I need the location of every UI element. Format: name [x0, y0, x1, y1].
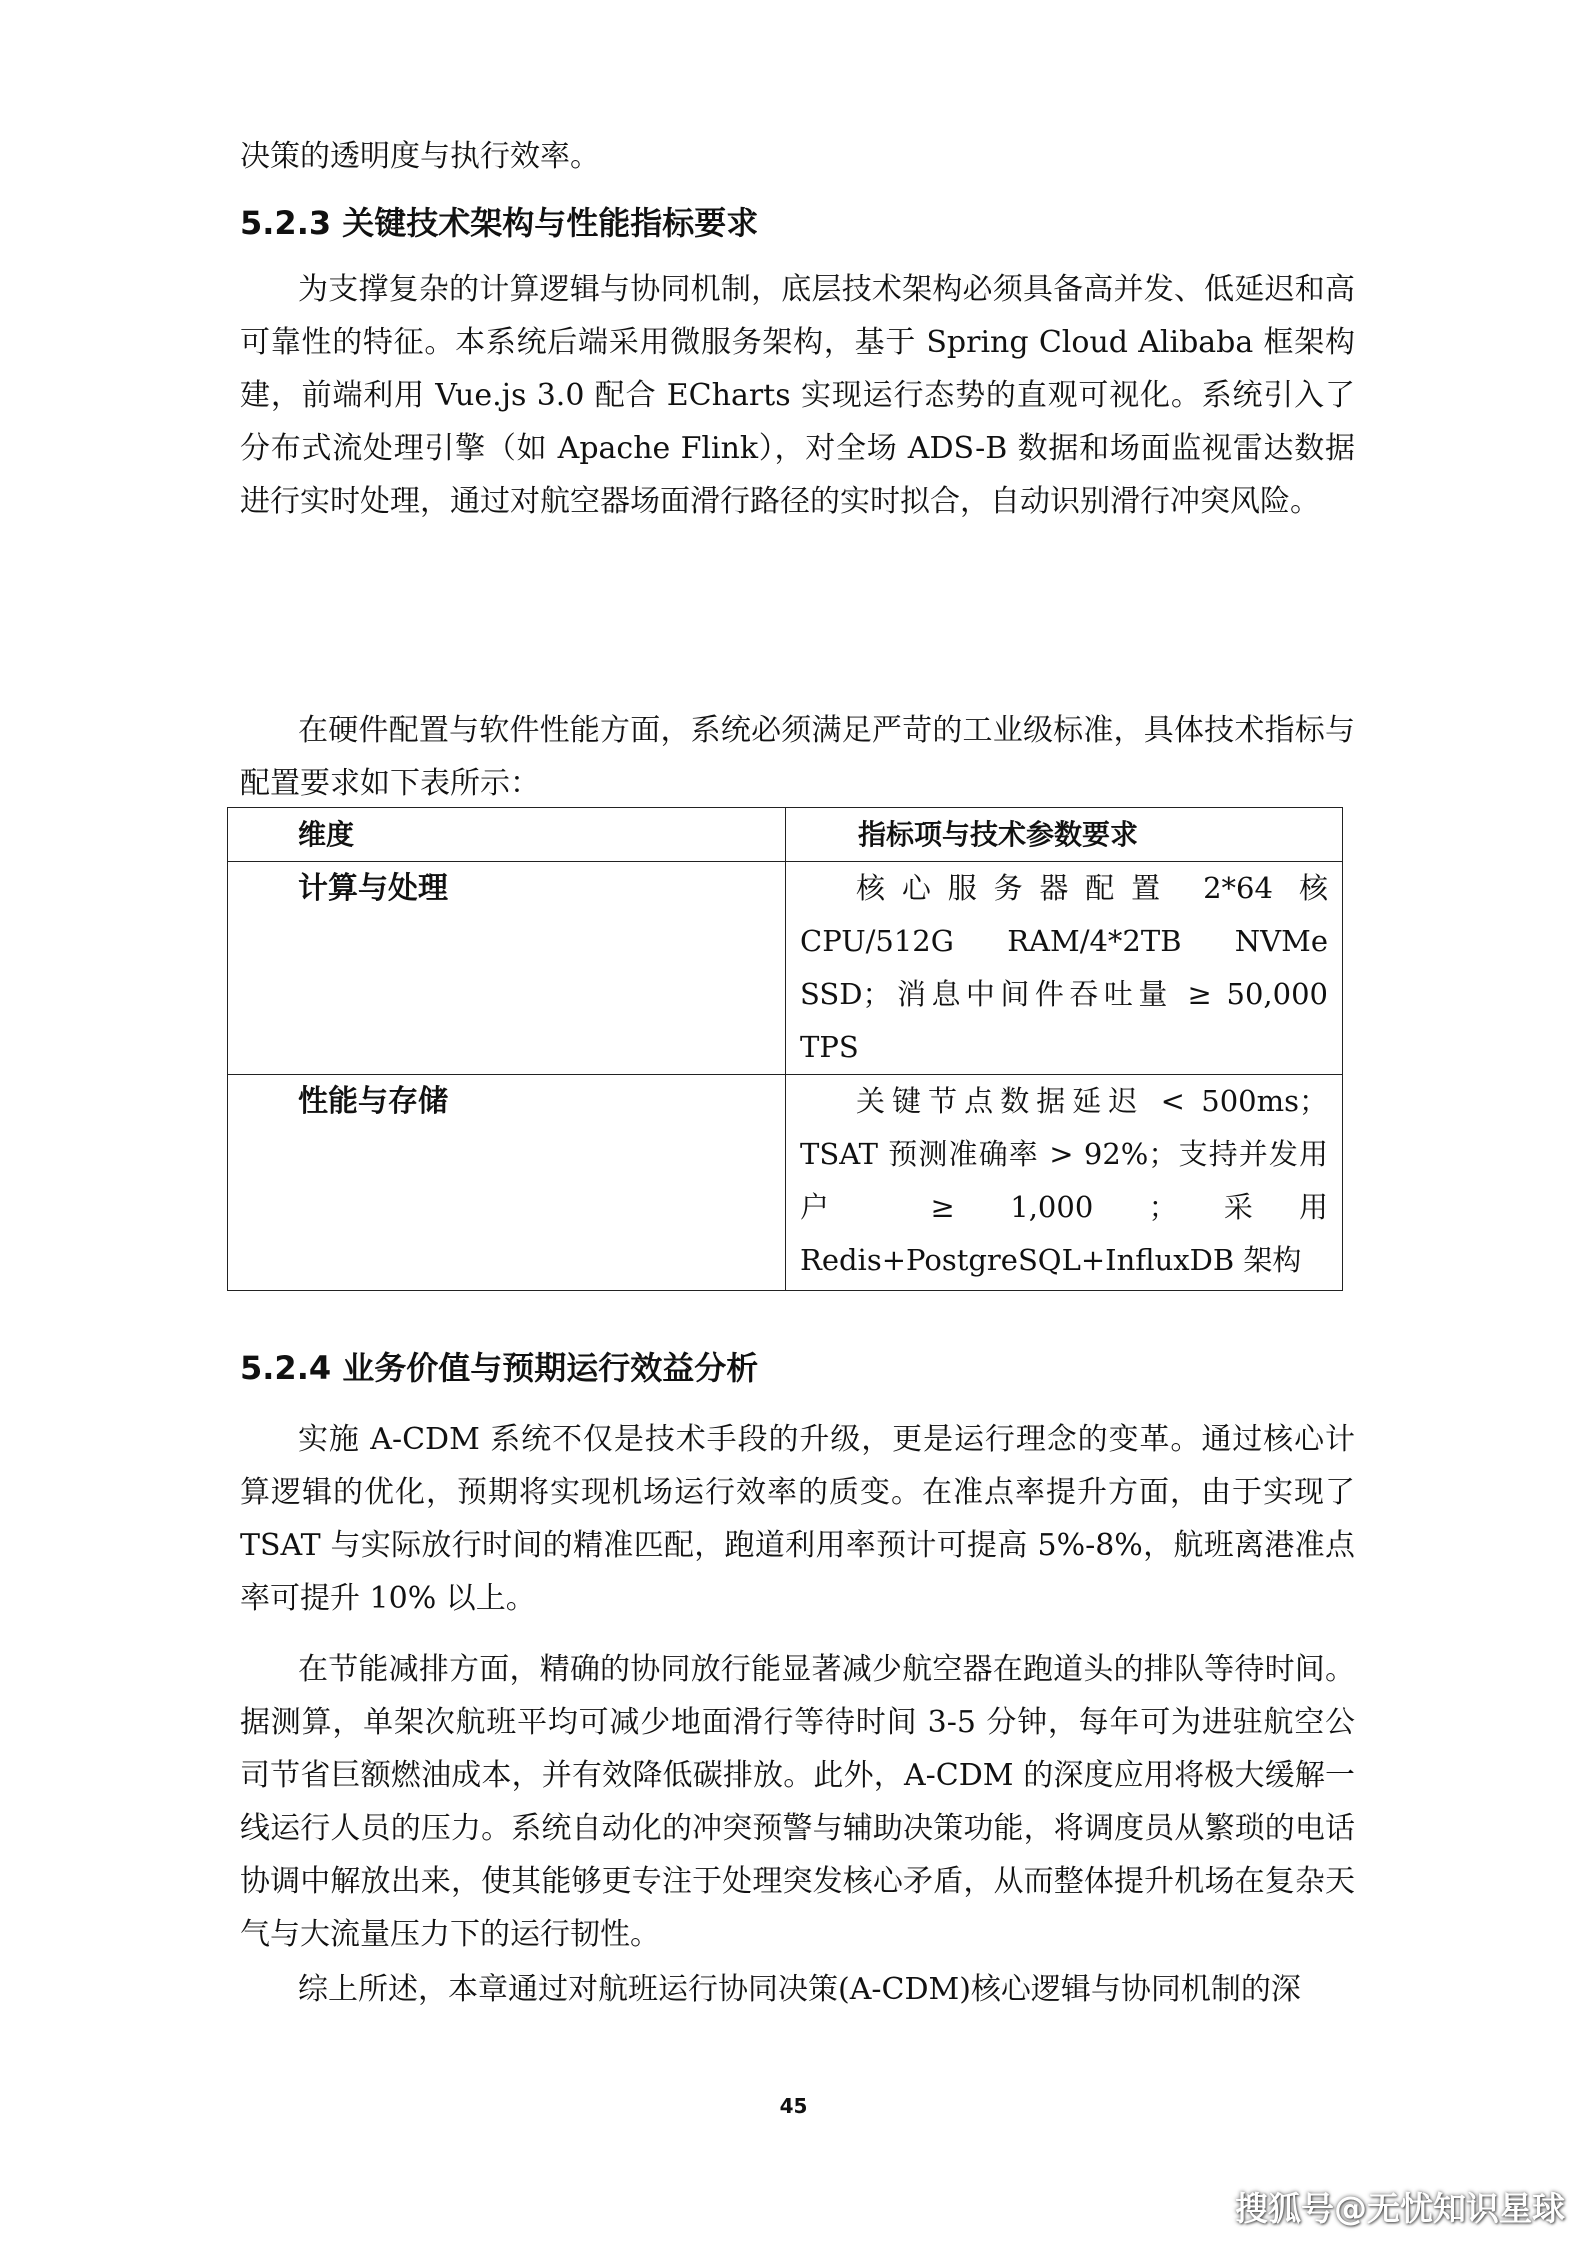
table-row [228, 1075, 1343, 1291]
paragraph-summary-start: 综上所述，本章通过对航班运行协同决策(A-CDM)核心逻辑与协同机制的深 [298, 1972, 1301, 2007]
spec-text: 关键节点数据延迟 < 500ms；TSAT 预测准确率 > 92%；支持并发用户 ≥ 1,000 ；采用 Redis+PostgreSQL+InfluxDB 架构 [800, 1084, 1328, 1277]
table-header-dimension: 维度 [298, 818, 355, 851]
table-header-spec: 指标项与技术参数要求 [858, 818, 1139, 851]
table-row [228, 862, 1343, 1075]
paragraph-intro-tail: 决策的透明度与执行效率。 [240, 139, 600, 174]
table-cell [786, 862, 1343, 1075]
dimension-label: 性能与存储 [298, 1084, 448, 1119]
table-header-cell [786, 808, 1343, 862]
section-heading-5-2-4: 5.2.4 业务价值与预期运行效益分析 [240, 1349, 759, 1387]
paragraph-energy-saving: 在节能减排方面，精确的协同放行能显著减少航空器在跑道头的排队等待时间。据测算，单架次航班平均可减少地面滑行等待时间 3-5 分钟，每年可为进驻航空公司节省巨额燃油成本，并有效降低碳排放。此外，A-CDM 的深度应用将极大缓解一线运行人员的压力。系统自动化的冲突预警与辅助决策功能，将调度员从繁琐的电话协调中解放出来，使其能够更专注于处理突发核心矛盾，从而整体提升机场在复杂天气与大流量压力下的运行韧性。 [240, 1652, 1355, 1952]
section-heading-5-2-3: 5.2.3 关键技术架构与性能指标要求 [240, 204, 759, 242]
paragraph-architecture: 为支撑复杂的计算逻辑与协同机制，底层技术架构必须具备高并发、低延迟和高可靠性的特征。本系统后端采用微服务架构，基于 Spring Cloud Alibaba 框架构建，前端利用 Vue.js 3.0 配合 ECharts 实现运行态势的直观可视化。系统引入了分布式流处理引擎（如 Apache Flink），对全场 ADS-B 数据和场面监视雷达数据进行实时处理，通过对航空器场面滑行路径的实时拟合，自动识别滑行冲突风险。 [240, 272, 1355, 519]
watermark-text: 搜狐号@无忧知识星球 [1235, 2189, 1565, 2228]
table-cell [228, 1075, 786, 1291]
paragraph-business-value: 实施 A-CDM 系统不仅是技术手段的升级，更是运行理念的变革。通过核心计算逻辑的优化，预期将实现机场运行效率的质变。在准点率提升方面，由于实现了 TSAT 与实际放行时间的精准匹配，跑道利用率预计可提高 5%-8%，航班离港准点率可提升 10% 以上。 [240, 1422, 1355, 1616]
dimension-label: 计算与处理 [298, 871, 448, 906]
table-cell [228, 862, 786, 1075]
spec-text: 核心服务器配置 2*64 核 CPU/512G RAM/4*2TB NVMe SSD；消息中间件吞吐量 ≥ 50,000 TPS [800, 871, 1328, 1064]
table-cell [786, 1075, 1343, 1291]
spec-table [227, 807, 1343, 1291]
table-header-row [228, 808, 1343, 862]
page-number: 45 [779, 2094, 808, 2118]
table-header-cell [228, 808, 786, 862]
paragraph-hardware-intro: 在硬件配置与软件性能方面，系统必须满足严苛的工业级标准，具体技术指标与配置要求如下表所示： [240, 713, 1355, 801]
